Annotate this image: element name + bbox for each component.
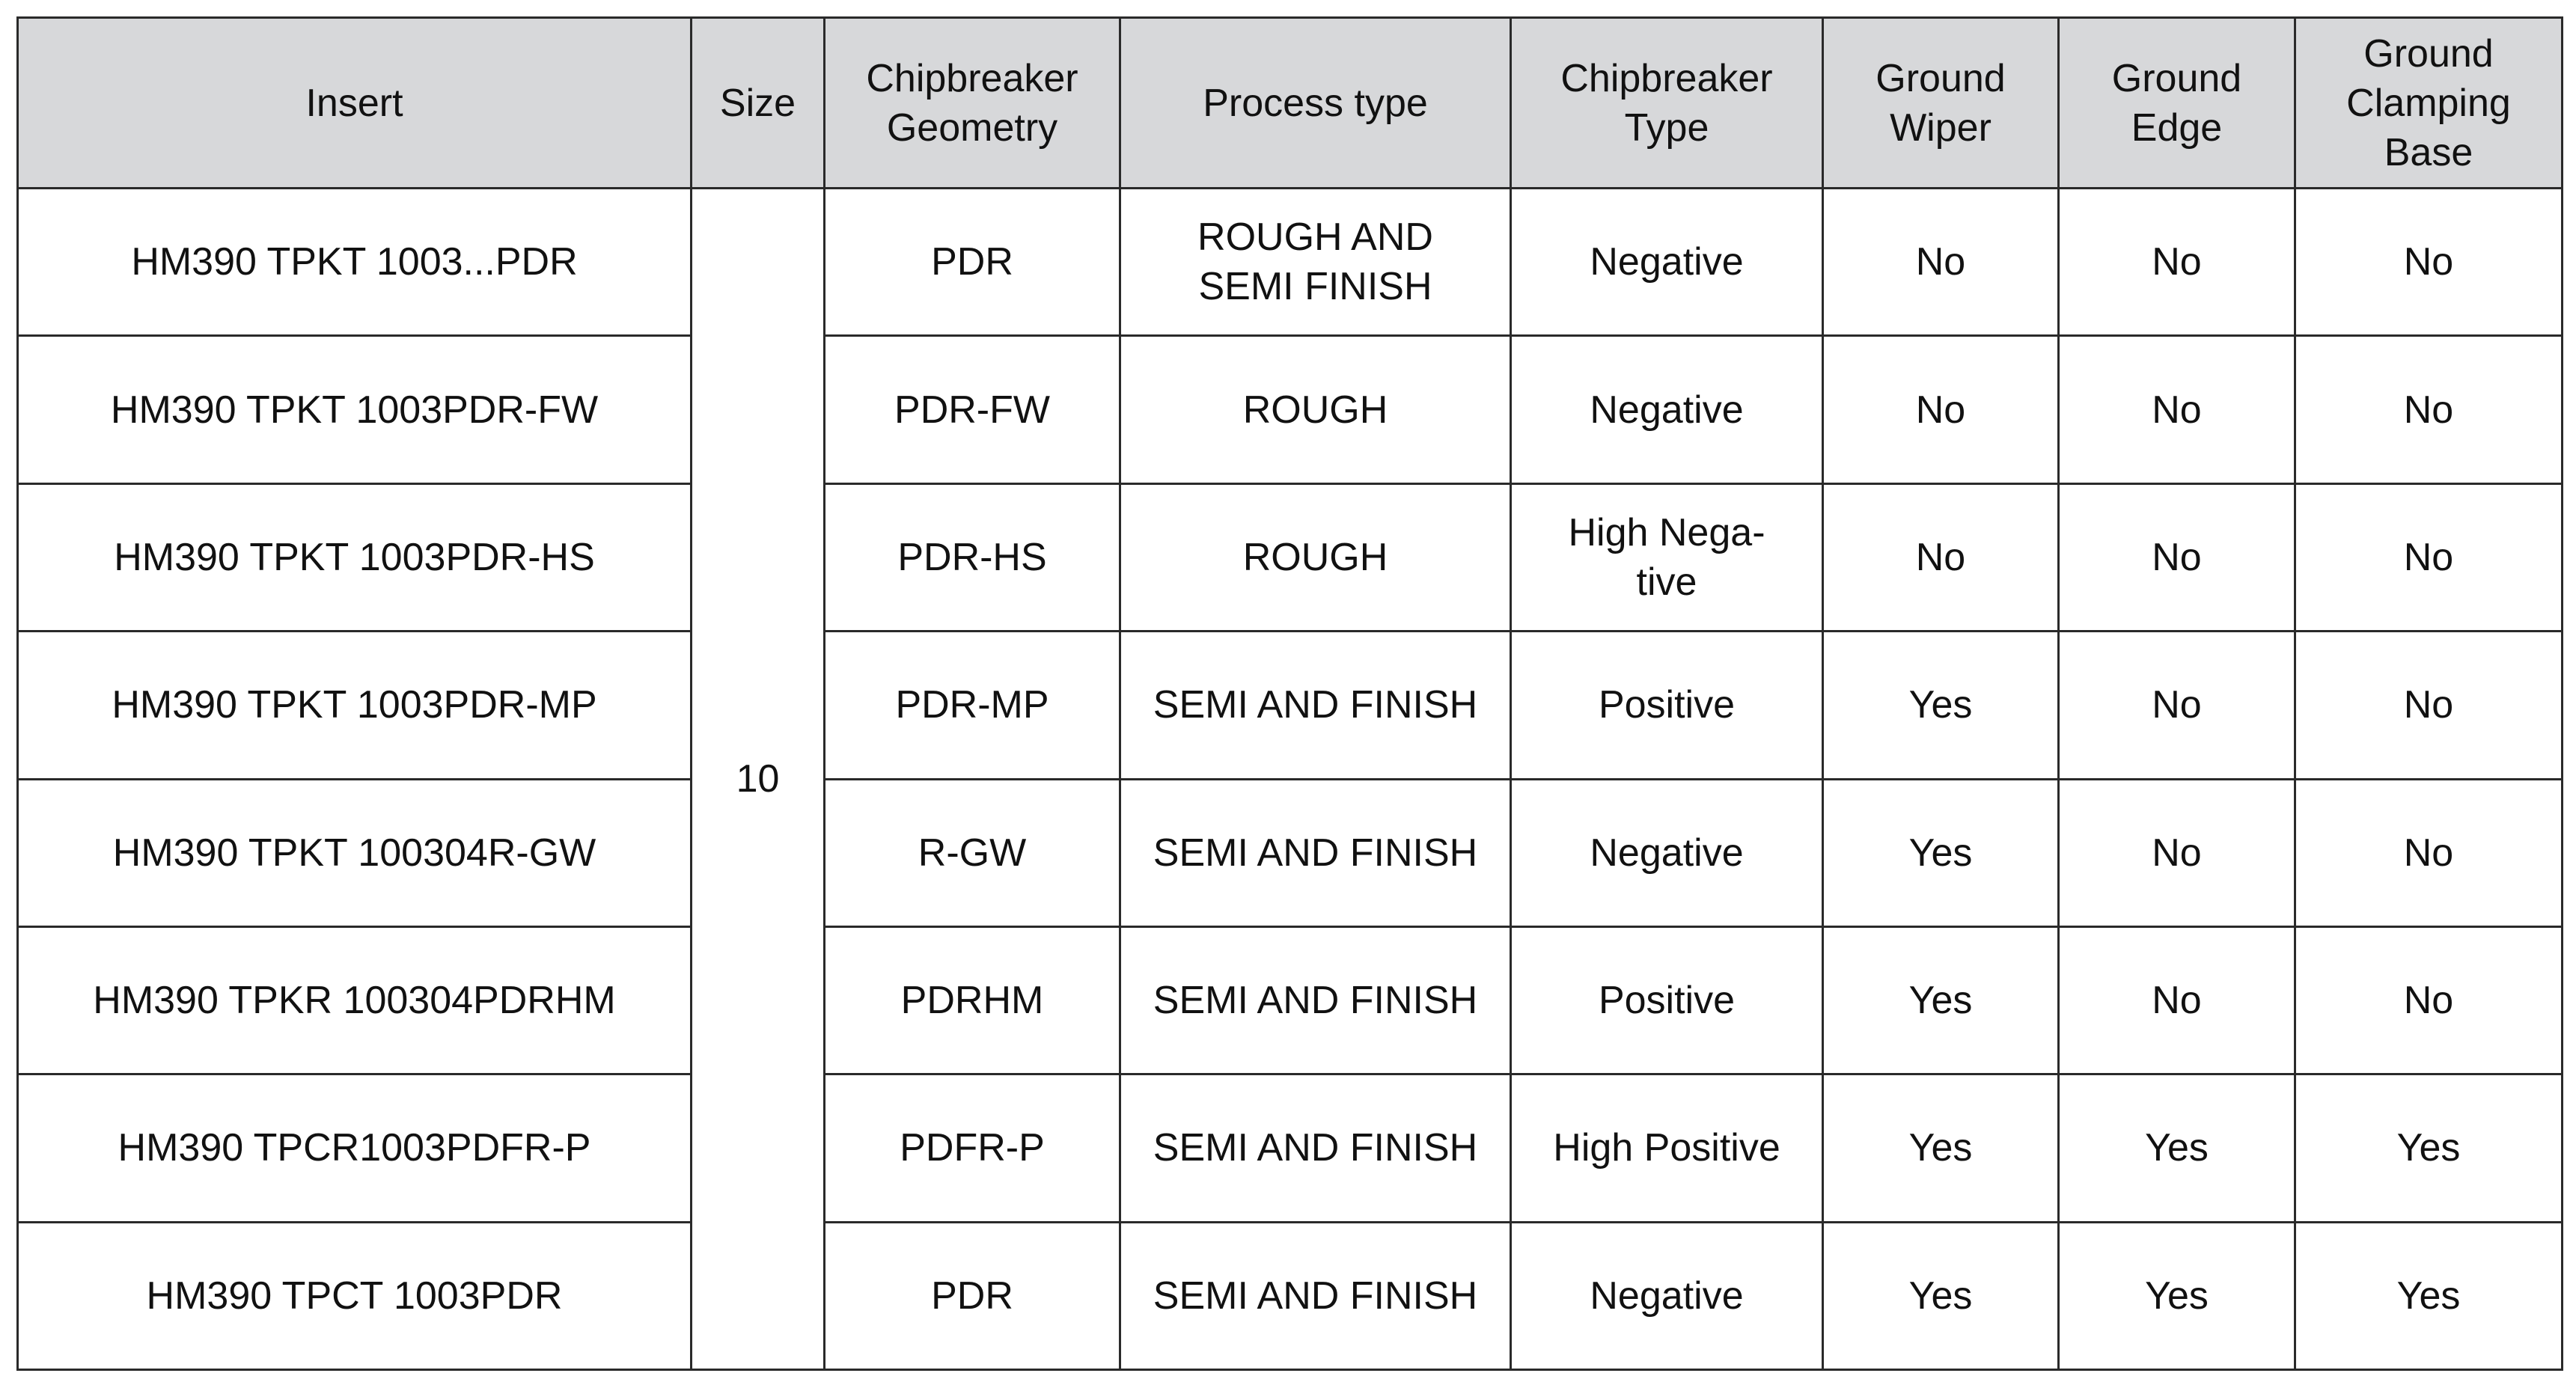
cell-wiper: Yes bbox=[1823, 779, 2059, 926]
header-row bbox=[18, 18, 2563, 189]
cell-geometry: PDRHM bbox=[825, 926, 1120, 1074]
cell-wiper: No bbox=[1823, 483, 2059, 631]
cell-insert: HM390 TPKT 100304R-GW bbox=[18, 779, 692, 926]
cell-wiper: No bbox=[1823, 189, 2059, 336]
cell-process: SEMI AND FINISH bbox=[1120, 1074, 1511, 1222]
table-row bbox=[18, 483, 2563, 631]
cell-edge: No bbox=[2059, 779, 2295, 926]
cell-edge: No bbox=[2059, 483, 2295, 631]
table-row bbox=[18, 1074, 2563, 1222]
cell-geometry: R-GW bbox=[825, 779, 1120, 926]
table-row bbox=[18, 632, 2563, 779]
cell-geometry: PDR-MP bbox=[825, 632, 1120, 779]
cell-type: Negative bbox=[1511, 1222, 1823, 1369]
cell-insert: HM390 TPCR1003PDFR-P bbox=[18, 1074, 692, 1222]
cell-clamping: No bbox=[2295, 779, 2563, 926]
table-row bbox=[18, 336, 2563, 483]
cell-process: SEMI AND FINISH bbox=[1120, 632, 1511, 779]
cell-edge: No bbox=[2059, 336, 2295, 483]
header-size: Size bbox=[692, 18, 825, 189]
header-chipbreaker-type: Chipbreaker Type bbox=[1511, 18, 1823, 189]
cell-process: ROUGH AND SEMI FINISH bbox=[1120, 189, 1511, 336]
cell-type: Negative bbox=[1511, 779, 1823, 926]
insert-spec-table bbox=[16, 16, 2563, 1371]
cell-edge: No bbox=[2059, 926, 2295, 1074]
cell-insert: HM390 TPCT 1003PDR bbox=[18, 1222, 692, 1369]
cell-type: High Nega- tive bbox=[1511, 483, 1823, 631]
header-chipbreaker-geometry: Chipbreaker Geometry bbox=[825, 18, 1120, 189]
cell-clamping: No bbox=[2295, 632, 2563, 779]
cell-process: ROUGH bbox=[1120, 483, 1511, 631]
cell-edge: Yes bbox=[2059, 1074, 2295, 1222]
cell-process: ROUGH bbox=[1120, 336, 1511, 483]
cell-clamping: No bbox=[2295, 483, 2563, 631]
cell-insert: HM390 TPKT 1003...PDR bbox=[18, 189, 692, 336]
cell-geometry: PDR bbox=[825, 189, 1120, 336]
cell-clamping: No bbox=[2295, 336, 2563, 483]
cell-process: SEMI AND FINISH bbox=[1120, 1222, 1511, 1369]
cell-wiper: No bbox=[1823, 336, 2059, 483]
table-row bbox=[18, 1222, 2563, 1369]
cell-clamping: Yes bbox=[2295, 1222, 2563, 1369]
cell-type: High Positive bbox=[1511, 1074, 1823, 1222]
cell-edge: No bbox=[2059, 632, 2295, 779]
cell-insert: HM390 TPKR 100304PDRHM bbox=[18, 926, 692, 1074]
cell-type: Negative bbox=[1511, 189, 1823, 336]
cell-process: SEMI AND FINISH bbox=[1120, 779, 1511, 926]
header-process-type: Process type bbox=[1120, 18, 1511, 189]
header-insert: Insert bbox=[18, 18, 692, 189]
cell-insert: HM390 TPKT 1003PDR-HS bbox=[18, 483, 692, 631]
header-ground-clamping-base: Ground Clamping Base bbox=[2295, 18, 2563, 189]
cell-geometry: PDFR-P bbox=[825, 1074, 1120, 1222]
table-row bbox=[18, 189, 2563, 336]
cell-clamping: Yes bbox=[2295, 1074, 2563, 1222]
cell-type: Positive bbox=[1511, 632, 1823, 779]
cell-clamping: No bbox=[2295, 926, 2563, 1074]
cell-geometry: PDR-FW bbox=[825, 336, 1120, 483]
cell-insert: HM390 TPKT 1003PDR-FW bbox=[18, 336, 692, 483]
cell-geometry: PDR-HS bbox=[825, 483, 1120, 631]
table-row bbox=[18, 926, 2563, 1074]
cell-insert: HM390 TPKT 1003PDR-MP bbox=[18, 632, 692, 779]
cell-type: Positive bbox=[1511, 926, 1823, 1074]
cell-process: SEMI AND FINISH bbox=[1120, 926, 1511, 1074]
cell-type: Negative bbox=[1511, 336, 1823, 483]
cell-wiper: Yes bbox=[1823, 1222, 2059, 1369]
header-ground-edge: Ground Edge bbox=[2059, 18, 2295, 189]
cell-geometry: PDR bbox=[825, 1222, 1120, 1369]
cell-wiper: Yes bbox=[1823, 926, 2059, 1074]
cell-edge: Yes bbox=[2059, 1222, 2295, 1369]
cell-size: 10 bbox=[692, 189, 825, 1370]
cell-clamping: No bbox=[2295, 189, 2563, 336]
cell-wiper: Yes bbox=[1823, 1074, 2059, 1222]
cell-wiper: Yes bbox=[1823, 632, 2059, 779]
header-ground-wiper: Ground Wiper bbox=[1823, 18, 2059, 189]
cell-edge: No bbox=[2059, 189, 2295, 336]
table-row bbox=[18, 779, 2563, 926]
